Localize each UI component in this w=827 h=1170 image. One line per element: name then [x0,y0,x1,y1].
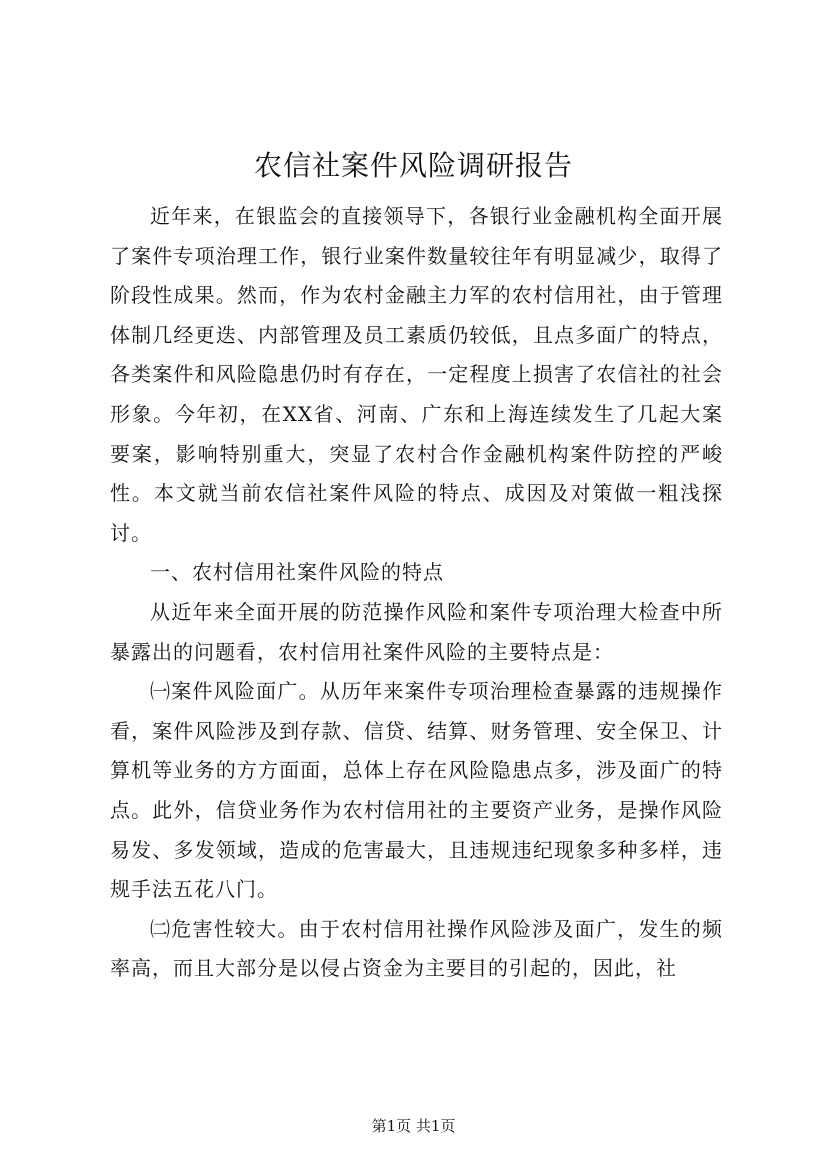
section-heading: 一、农村信用社案件风险的特点 [150,560,444,585]
document-title: 农信社案件风险调研报告 [253,149,573,182]
paragraph-point-2: ㈡危害性较大。由于农村信用社操作风险涉及面广，发生的频率高，而且大部分是以侵占资金为主要目的引起的，因此，社 [110,916,723,981]
page-footer: 第1页 共1页 [371,1117,456,1135]
paragraph-point-1: ㈠案件风险面广。从历年来案件专项治理检查暴露的违规操作看，案件风险涉及到存款、信贷、结算、财务管理、安全保卫、计算机等业务的方方面面，总体上存在风险隐患点多，涉及面广的特点。此外，信贷业务作为农村信用社的主要资产业务，是操作风险易发、多发领域，造成的危害最大，且违规违纪现象多种多样，违规手法五花八门。 [110,679,723,902]
document-body [110,197,723,989]
paragraph-intro: 近年来，在银监会的直接领导下，各银行业金融机构全面开展了案件专项治理工作，银行业案件数量较往年有明显减少，取得了阶段性成果。然而，作为农村金融主力军的农村信用社，由于管理体制几经更迭、内部管理及员工素质仍较低，且点多面广的特点，各类案件和风险隐患仍时有存在，一定程度上损害了农信社的社会形象。今年初，在XX省、河南、广东和上海连续发生了几起大案要案，影响特别重大，突显了农村合作金融机构案件防控的严峻性。本文就当前农信社案件风险的特点、成因及对策做一粗浅探讨。 [110,204,723,545]
paragraph-features-intro: 从近年来全面开展的防范操作风险和案件专项治理大检查中所暴露出的问题看，农村信用社案件风险的主要特点是： [110,599,723,664]
